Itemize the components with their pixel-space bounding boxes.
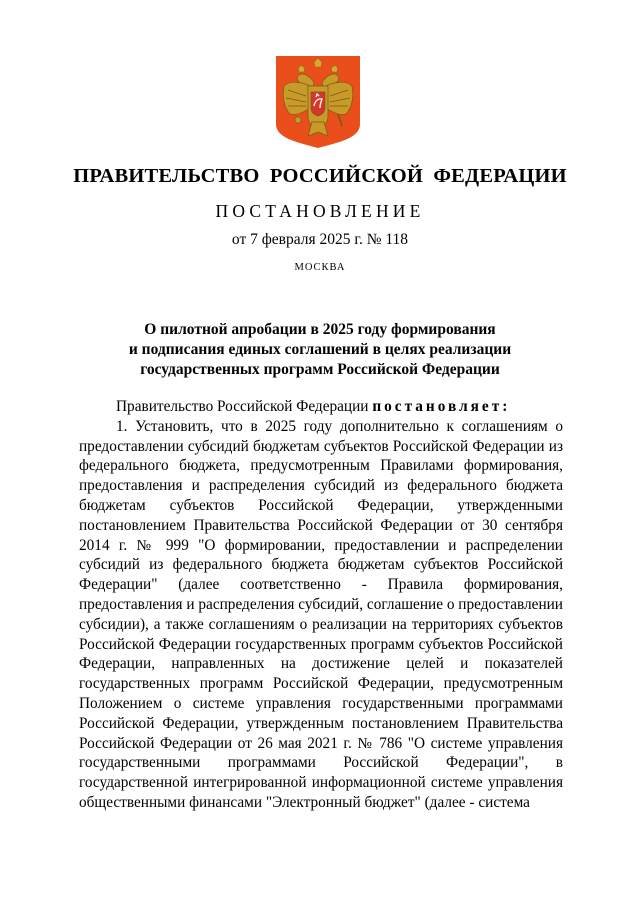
- coat-of-arms-icon: [276, 56, 360, 148]
- heading-line: государственных программ Российской Федерации: [140, 361, 500, 378]
- paragraph-1: 1. Установить, что в 2025 году дополнительно к соглашениям о предоставлении субсидий бюджетам субъектов Российской Федерации из федерального бюджета, предусмотренным Правилами формирования, предоставления и распределения субсидий из федерального бюджета бюджетам субъектов Российской Федерации, утвержденными постановлением Правительства Российской Федерации от 30 сентября 2014 г. № 999 "О формировании, предоставлении и распределении субсидий из федерального бюджета бюджетам субъектов Российской Федерации" (далее соответственно - Правила формирования, предоставления и распределения субсидий, соглашение о предоставлении субсидии), а также соглашениям о реализации на территориях субъектов Российской Федерации государственных программ субъектов Российской Федерации, направленных на достижение целей и показателей государственных программ Российской Федерации, предусмотренным Положением о системе управления государственными программами Российской Федерации, утвержденным постановлением Правительства Российской Федерации от 26 мая 2021 г. № 786 "О системе управления государственными программами Российской Федерации", в государственной интегрированной информационной системе управления общественными финансами "Электронный бюджет" (далее - система: [79, 417, 563, 811]
- heading-line: О пилотной апробации в 2025 году формирования: [144, 321, 496, 338]
- preamble-decree-word: постановляет:: [372, 398, 511, 415]
- preamble: [79, 397, 563, 417]
- document-date-number: от 7 февраля 2025 г. № 118: [231, 231, 409, 248]
- resolution-heading: [90, 320, 550, 380]
- document-body: [79, 397, 563, 813]
- preamble-text: Правительство Российской Федерации: [116, 398, 373, 415]
- heading-line: и подписания единых соглашений в целях реализации: [128, 341, 512, 358]
- document-type: ПОСТАНОВЛЕНИЕ: [215, 201, 425, 221]
- government-title: ПРАВИТЕЛЬСТВО РОССИЙСКОЙ ФЕДЕРАЦИИ: [73, 165, 567, 187]
- document-city: МОСКВА: [294, 262, 346, 273]
